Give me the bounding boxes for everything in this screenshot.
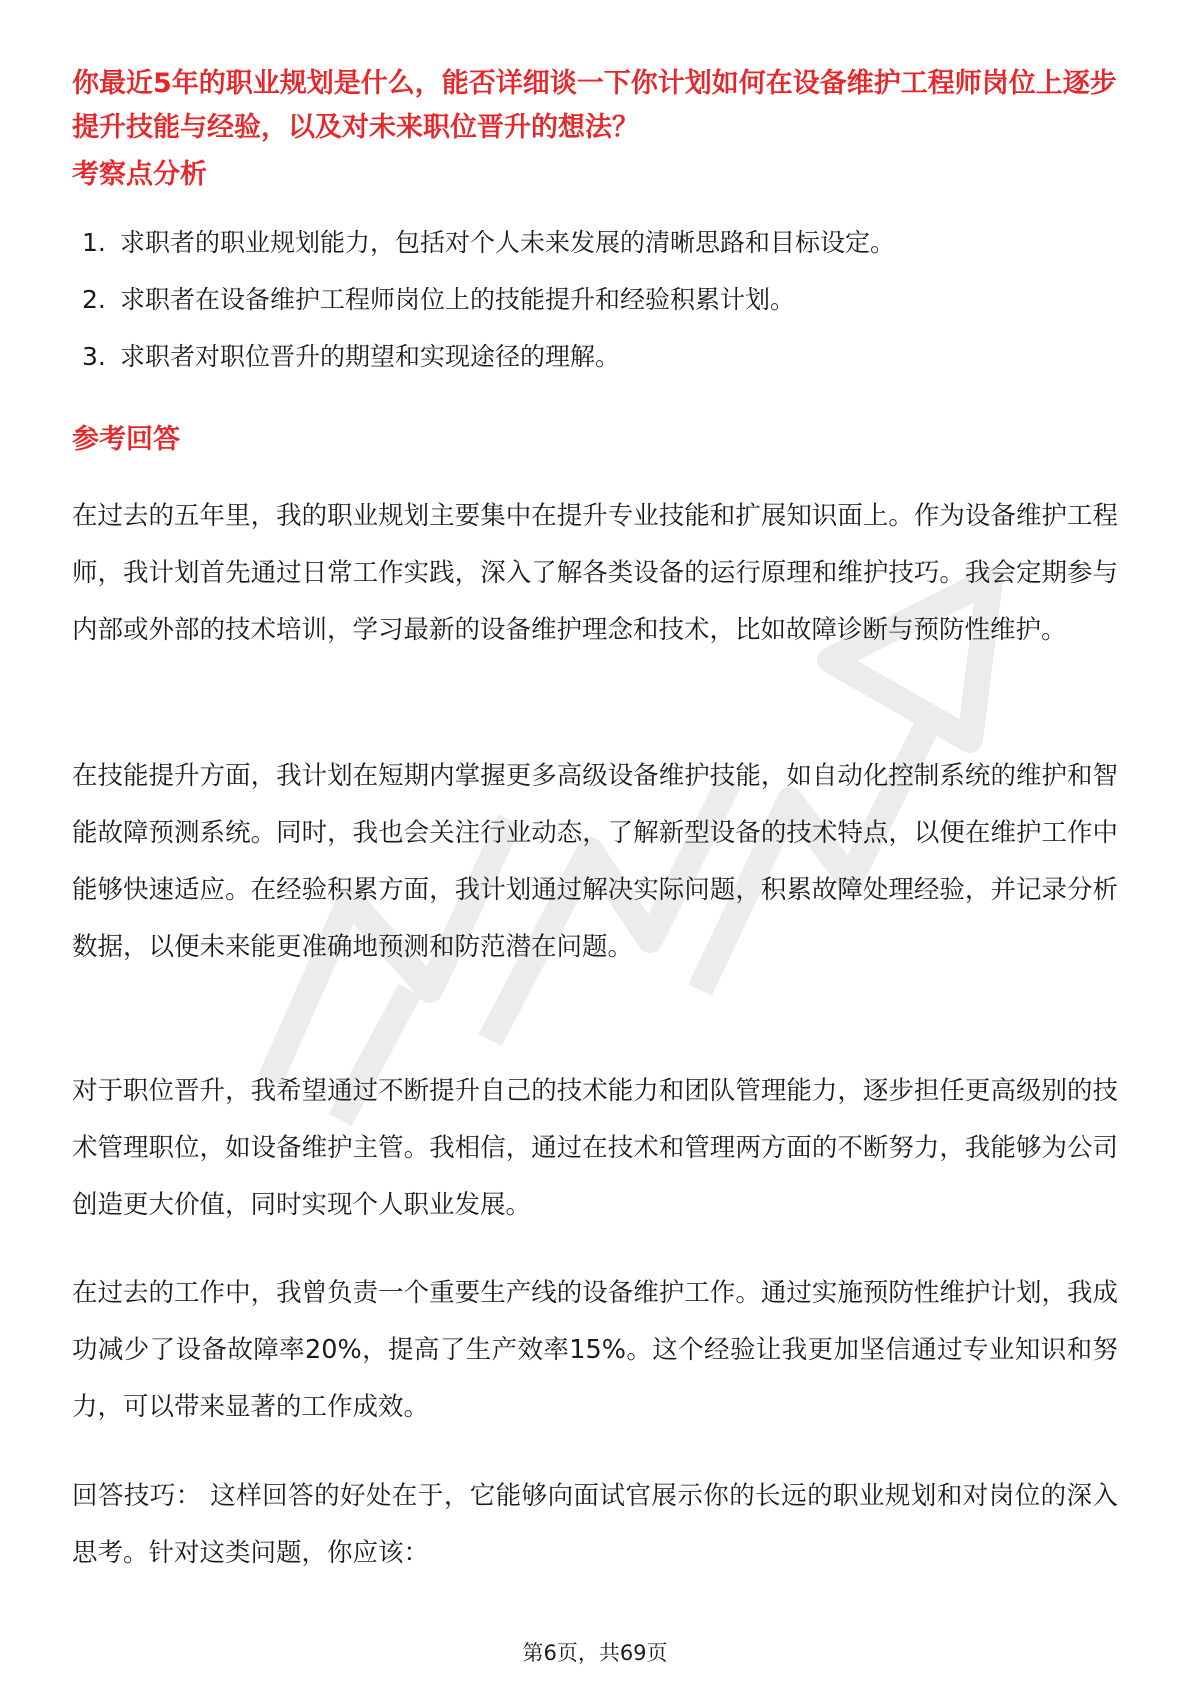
interview-question: 你最近5年的职业规划是什么，能否详细谈一下你计划如何在设备维护工程师岗位上逐步提升技能与经验，以及对未来职位晋升的想法？ [72, 68, 1117, 143]
list-item-number: 3. [82, 342, 106, 371]
list-item-text: 求职者在设备维护工程师岗位上的技能提升和经验积累计划。 [120, 285, 796, 314]
answer-paragraph: 对于职位晋升，我希望通过不断提升自己的技术能力和团队管理能力，逐步担任更高级别的技术管理职位，如设备维护主管。我相信，通过在技术和管理两方面的不断努力，我能够为公司创造更大价值，同时实现个人职业发展。 [72, 1076, 1118, 1220]
page-footer: 第6页，共69页 [522, 1641, 668, 1665]
list-item-number: 2. [82, 285, 106, 314]
list-item [82, 342, 1112, 372]
answer-paragraph: 在技能提升方面，我计划在短期内掌握更多高级设备维护技能，如自动化控制系统的维护和智能故障预测系统。同时，我也会关注行业动态，了解新型设备的技术特点，以便在维护工作中能够快速适应。在经验积累方面，我计划通过解决实际问题，积累故障处理经验，并记录分析数据，以便未来能更准确地预测和防范潜在问题。 [72, 761, 1118, 962]
list-item-number: 1. [82, 228, 106, 257]
document-page [72, 0, 1118, 1684]
list-item [82, 228, 1112, 258]
answer-paragraph: 在过去的工作中，我曾负责一个重要生产线的设备维护工作。通过实施预防性维护计划，我成功减少了设备故障率20%，提高了生产效率15%。这个经验让我更加坚信通过专业知识和努力，可以带来显著的工作成效。 [72, 1278, 1118, 1422]
list-item-text: 求职者的职业规划能力，包括对个人未来发展的清晰思路和目标设定。 [120, 228, 896, 257]
answer-tips-paragraph: 回答技巧： 这样回答的好处在于，它能够向面试官展示你的长远的职业规划和对岗位的深入思考。针对这类问题，你应该： [72, 1481, 1118, 1568]
analysis-list [82, 228, 1112, 399]
answer-section-title: 参考回答 [72, 424, 180, 455]
answer-paragraph: 在过去的五年里，我的职业规划主要集中在提升专业技能和扩展知识面上。作为设备维护工程师，我计划首先通过日常工作实践，深入了解各类设备的运行原理和维护技巧。我会定期参与内部或外部的技术培训，学习最新的设备维护理念和技术，比如故障诊断与预防性维护。 [72, 501, 1118, 645]
analysis-section-title: 考察点分析 [72, 159, 207, 190]
list-item-text: 求职者对职位晋升的期望和实现途径的理解。 [120, 342, 621, 371]
list-item [82, 285, 1112, 315]
